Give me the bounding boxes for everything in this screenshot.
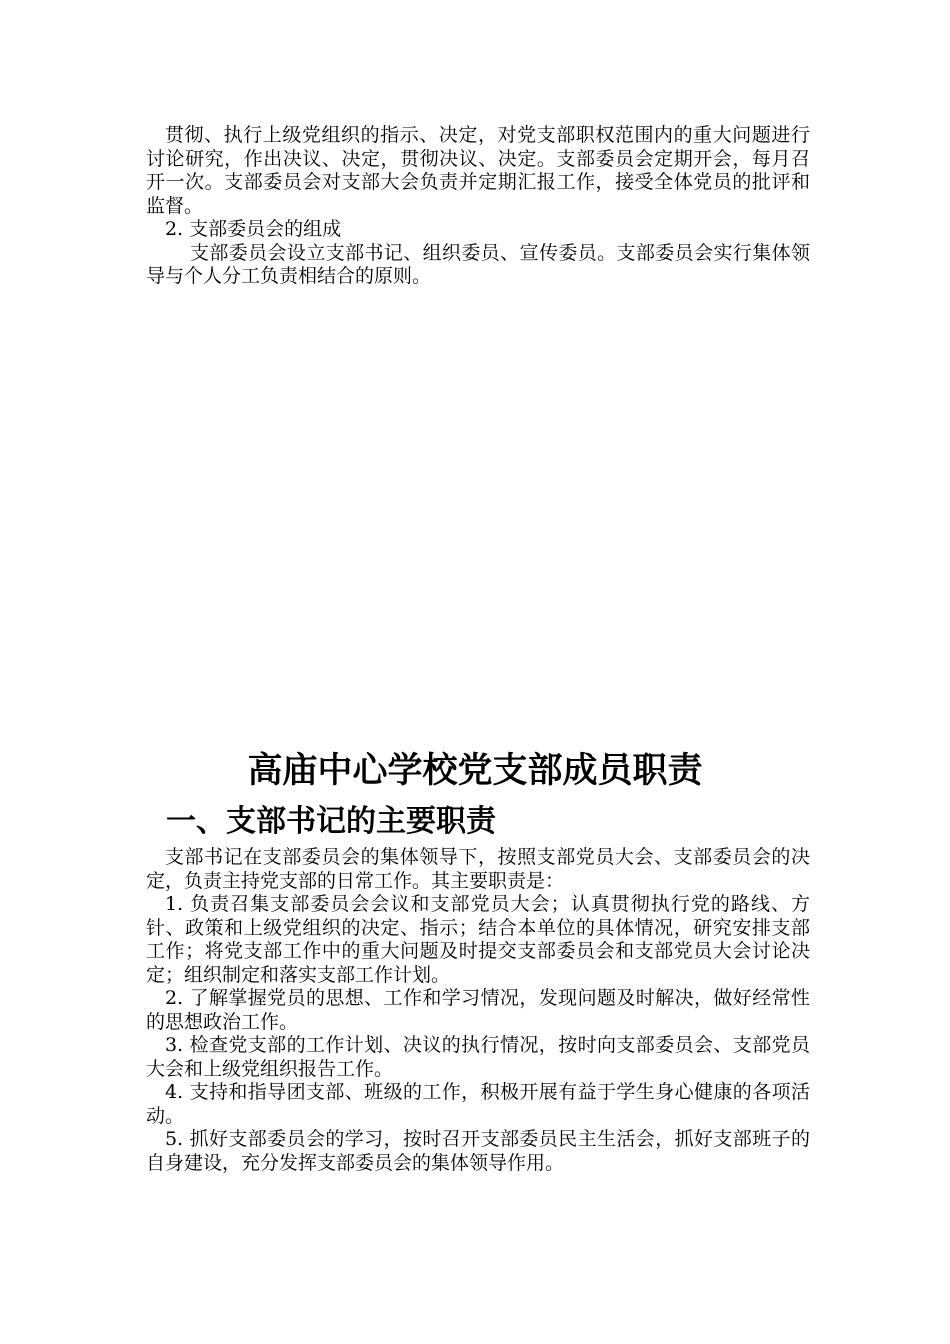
duty-item-5: 5. 抓好支部委员会的学习，按时召开支部委员民主生活会，抓好支部班子的自身建设，充分发挥支部委员会的集体领导作用。 bbox=[146, 1128, 810, 1174]
section-1-heading: 一、支部书记的主要职责 bbox=[166, 804, 496, 839]
duty-item-2: 2. 了解掌握党员的思想、工作和学习情况，发现问题及时解决，做好经常性的思想政治工作。 bbox=[146, 987, 810, 1033]
duty-item-4: 4. 支持和指导团支部、班级的工作，积极开展有益于学生身心健康的各项活动。 bbox=[146, 1081, 810, 1127]
section-1-body bbox=[146, 846, 810, 1175]
duty-item-1: 1. 负责召集支部委员会会议和支部党员大会；认真贯彻执行党的路线、方针、政策和上级党组织的决定、指示；结合本单位的具体情况，研究安排支部工作；将党支部工作中的重大问题及时提交支部委员会和支部党员大会讨论决定；组织制定和落实支部工作计划。 bbox=[146, 893, 810, 986]
section-1-intro: 支部书记在支部委员会的集体领导下，按照支部党员大会、支部委员会的决定，负责主持党支部的日常工作。其主要职责是： bbox=[146, 846, 810, 892]
paragraph-committee-duties: 贯彻、执行上级党组织的指示、决定，对党支部职权范围内的重大问题进行讨论研究，作出决议、决定，贯彻决议、决定。支部委员会定期开会，每月召开一次。支部委员会对支部大会负责并定期汇报工作，接受全体党员的批评和监督。 bbox=[146, 124, 810, 217]
top-text-block bbox=[146, 124, 810, 289]
document-title: 高庙中心学校党支部成员职责 bbox=[247, 750, 703, 791]
item-2-body: 支部委员会设立支部书记、组织委员、宣传委员。支部委员会实行集体领导与个人分工负责相结合的原则。 bbox=[146, 241, 810, 287]
duty-item-3: 3. 检查党支部的工作计划、决议的执行情况，按时向支部委员会、支部党员大会和上级党组织报告工作。 bbox=[146, 1034, 810, 1080]
item-2-heading: 2. 支部委员会的组成 bbox=[165, 218, 342, 240]
